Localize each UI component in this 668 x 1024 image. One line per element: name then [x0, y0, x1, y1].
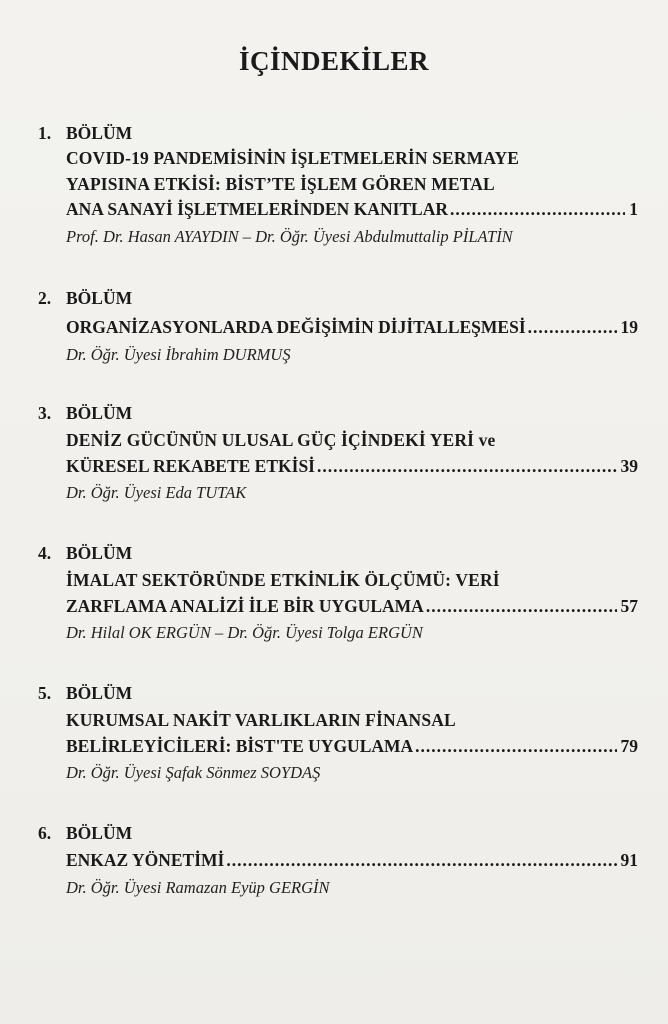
page-number: 19 [620, 317, 638, 337]
dot-leader [426, 594, 617, 620]
toc-chapter-4 [38, 540, 638, 646]
chapter-heading [38, 680, 638, 706]
chapter-title-line: BELİRLEYİCİLERİ: BİST'TE UYGULAMA [66, 735, 414, 756]
chapter-title-entry[interactable] [66, 594, 638, 620]
dot-leader [450, 197, 625, 223]
chapter-title-line: ZARFLAMA ANALİZİ İLE BİR UYGULAMA [66, 595, 424, 616]
chapter-title-line: YAPISINA ETKİSİ: BİST’TE İŞLEM GÖREN METAL [66, 173, 495, 194]
dot-leader [528, 315, 617, 341]
chapter-authors: Dr. Öğr. Üyesi Şafak Sönmez SOYDAŞ [66, 763, 321, 782]
dot-leader [226, 848, 616, 874]
page-number: 1 [629, 199, 638, 219]
chapter-title-line: ANA SANAYİ İŞLETMELERİNDEN KANITLAR [66, 199, 449, 219]
chapter-title-line: DENİZ GÜCÜNÜN ULUSAL GÜÇ İÇİNDEKİ YERİ ve [66, 430, 496, 450]
chapter-label: BÖLÜM [66, 288, 133, 308]
chapter-heading [38, 820, 638, 846]
chapter-authors: Dr. Öğr. Üyesi Eda TUTAK [66, 483, 247, 502]
chapter-authors: Dr. Hilal OK ERGÜN – Dr. Öğr. Üyesi Tolga ERGÜN [66, 623, 423, 642]
chapter-title-line: KÜRESEL REKABETE ETKİSİ [66, 455, 315, 476]
page-number: 39 [620, 455, 638, 476]
chapter-title-entry[interactable] [66, 197, 638, 223]
toc-chapter-2 [38, 285, 638, 368]
chapter-number: 5. [38, 683, 52, 703]
toc-chapter-5 [38, 680, 638, 786]
chapter-title-entry[interactable] [66, 848, 638, 874]
chapter-number: 3. [38, 403, 52, 423]
page-title: İÇİNDEKİLER [238, 46, 430, 76]
chapter-authors: Prof. Dr. Hasan AYAYDIN – Dr. Öğr. Üyesi Abdulmuttalip PİLATİN [66, 226, 513, 246]
toc-chapter-1 [38, 120, 638, 250]
chapter-title-line: ORGANİZASYONLARDA DEĞİŞİMİN DİJİTALLEŞMESİ [66, 317, 526, 337]
chapter-number: 6. [38, 823, 52, 843]
chapter-heading [38, 120, 638, 146]
chapter-title-line: COVID-19 PANDEMİSİNİN İŞLETMELERİN SERMAYE [66, 148, 520, 168]
chapter-title-line: İMALAT SEKTÖRÜNDE ETKİNLİK ÖLÇÜMÜ: VERİ [66, 570, 500, 590]
dot-leader [317, 454, 617, 480]
page-number: 57 [620, 595, 638, 616]
chapter-title-line: KURUMSAL NAKİT VARLIKLARIN FİNANSAL [66, 710, 456, 730]
chapter-number: 2. [38, 288, 52, 308]
chapter-label: BÖLÜM [66, 543, 133, 563]
chapter-authors: Dr. Öğr. Üyesi Ramazan Eyüp GERGİN [66, 877, 330, 897]
chapter-heading [38, 400, 638, 426]
page-number: 79 [620, 735, 638, 756]
chapter-authors: Dr. Öğr. Üyesi İbrahim DURMUŞ [66, 344, 291, 364]
chapter-label: BÖLÜM [66, 683, 133, 703]
chapter-label: BÖLÜM [66, 823, 133, 843]
chapter-title-entry[interactable] [66, 734, 638, 760]
chapter-label: BÖLÜM [66, 403, 133, 423]
chapter-label: BÖLÜM [66, 123, 133, 143]
chapter-number: 4. [38, 543, 52, 563]
chapter-number: 1. [38, 123, 52, 143]
page-number: 91 [620, 850, 638, 870]
dot-leader [415, 734, 616, 760]
chapter-title-line: ENKAZ YÖNETİMİ [66, 850, 225, 870]
chapter-title-entry[interactable] [66, 454, 638, 480]
toc-chapter-3 [38, 400, 638, 506]
chapter-heading [38, 285, 638, 311]
chapter-heading [38, 540, 638, 566]
chapter-title-entry[interactable] [66, 315, 638, 341]
toc-chapter-6 [38, 820, 638, 901]
